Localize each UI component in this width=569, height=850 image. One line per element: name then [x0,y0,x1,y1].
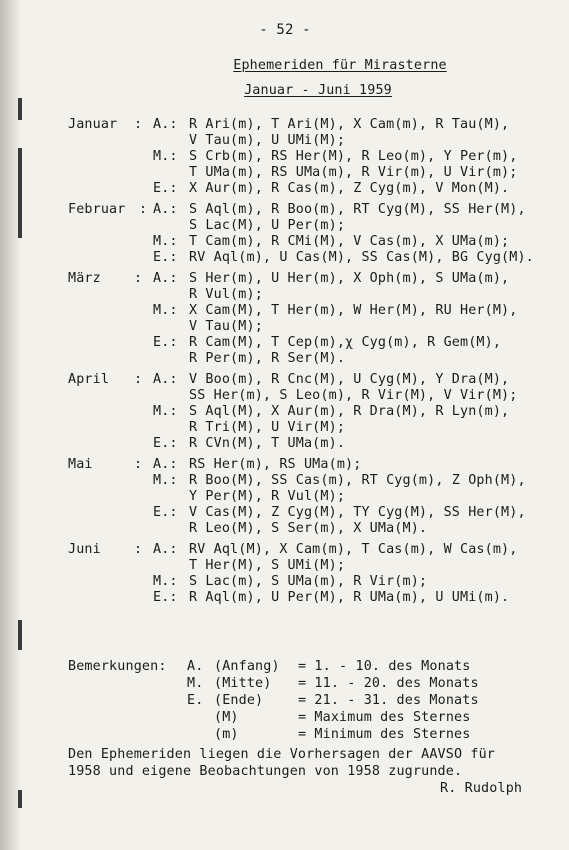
period-code: M.: [153,303,178,318]
star-list-line: R Vul(m); [189,287,263,302]
month-separator: : [139,202,148,217]
star-list-line: S Crb(m), RS Her(M), R Leo(m), Y Per(m), [189,149,518,164]
star-list-line: Y Per(M), R Vul(M); [189,489,346,504]
star-list-line: V Tau(m), U UMi(M); [189,133,346,148]
page-number: - 52 - [259,22,311,38]
period-code: A.: [153,117,178,132]
star-list-line: S Lac(m), S UMa(m), R Vir(m); [189,574,428,589]
star-list-line: X Aur(m), R Cas(m), Z Cyg(m), V Mon(M). [189,181,510,196]
star-list-line: RV Aql(m), U Cas(M), SS Cas(M), BG Cyg(M). [189,250,534,265]
period-code: M.: [153,404,178,419]
star-list-line: X Cam(M), T Her(m), W Her(M), RU Her(M), [189,303,518,318]
month-label: April [68,372,110,387]
page-title: Ephemeriden für Mirasterne [233,58,447,73]
star-list-line: S Her(m), U Her(m), X Oph(m), S UMa(m), [189,271,510,286]
star-list-line: S Aql(M), X Aur(m), R Dra(M), R Lyn(m), [189,404,510,419]
star-list-line: T UMa(m), RS UMa(m), R Vir(m), U Vir(m); [189,165,518,180]
star-list-line: R Aql(m), U Per(M), R UMa(m), U UMi(m). [189,590,510,605]
page-edge-shadow [0,0,22,850]
star-list-line: R Cam(M), T Cep(m),χ Cyg(m), R Gem(M), [189,335,502,350]
star-list-line: R Ari(m), T Ari(M), X Cam(m), R Tau(M), [189,117,510,132]
star-list-line: R CVn(M), T UMa(m). [189,436,346,451]
binding-mark [18,790,22,808]
remark-meaning: = Minimum des Sternes [298,727,471,742]
remark-meaning: = 11. - 20. des Monats [298,676,479,691]
month-separator: : [134,271,143,286]
period-code: E.: [153,436,178,451]
period-code: A.: [153,202,178,217]
star-list-line: T Cam(m), R CMi(M), V Cas(m), X UMa(m); [189,234,510,249]
remark-term: (M) [214,710,239,725]
binding-mark [18,98,22,120]
star-list-line: V Tau(M); [189,319,263,334]
period-code: E.: [153,335,178,350]
period-code: M.: [153,574,178,589]
star-list-line: S Lac(M), U Per(m); [189,218,346,233]
period-code: E.: [153,590,178,605]
month-label: Mai [68,457,93,472]
remark-key: A. [187,659,204,674]
month-separator: : [134,372,143,387]
star-list-line: SS Her(m), S Leo(m), R Vir(M), V Vir(M); [189,388,518,403]
star-list-line: R Tri(M), U Vir(M); [189,420,346,435]
remark-term: (Anfang) [214,659,280,674]
month-label: Januar [68,117,118,132]
month-separator: : [134,117,143,132]
star-list-line: R Boo(M), SS Cas(m), RT Cyg(m), Z Oph(M), [189,473,526,488]
star-list-line: V Boo(m), R Cnc(M), U Cyg(M), Y Dra(M), [189,372,510,387]
star-list-line: V Cas(M), Z Cyg(M), TY Cyg(M), SS Her(M), [189,505,526,520]
period-code: A.: [153,271,178,286]
month-separator: : [134,457,143,472]
period-code: E.: [153,505,178,520]
remark-meaning: = 1. - 10. des Monats [298,659,471,674]
author-signature: R. Rudolph [440,781,523,796]
binding-mark [18,620,22,650]
star-list-line: R Leo(M), S Ser(m), X UMa(M). [189,521,428,536]
remark-meaning: = Maximum des Sternes [298,710,471,725]
period-code: E.: [153,250,178,265]
remark-key: E. [187,693,204,708]
remarks-label: Bemerkungen: [68,659,167,674]
star-list-line: T Her(M), S UMi(M); [189,558,346,573]
remark-meaning: = 21. - 31. des Monats [298,693,479,708]
month-label: März [68,271,101,286]
remark-term: (m) [214,727,239,742]
period-code: A.: [153,457,178,472]
footer-line: Den Ephemeriden liegen die Vorhersagen der AAVSO für [68,747,496,762]
star-list-line: RV Aql(M), X Cam(m), T Cas(m), W Cas(m), [189,542,518,557]
period-code: A.: [153,372,178,387]
month-label: Juni [68,542,101,557]
period-code: E.: [153,181,178,196]
remark-term: (Mitte) [214,676,272,691]
star-list-line: S Aql(m), R Boo(m), RT Cyg(M), SS Her(M), [189,202,526,217]
remark-key: M. [187,676,204,691]
period-code: M.: [153,473,178,488]
period-code: M.: [153,234,178,249]
month-separator: : [134,542,143,557]
page-subtitle: Januar - Juni 1959 [244,83,392,98]
star-list-line: R Per(m), R Ser(M). [189,351,346,366]
remark-term: (Ende) [214,693,264,708]
month-label: Februar [68,202,126,217]
period-code: A.: [153,542,178,557]
star-list-line: RS Her(m), RS UMa(m); [189,457,362,472]
period-code: M.: [153,149,178,164]
binding-mark [18,148,22,238]
footer-line: 1958 und eigene Beobachtungen von 1958 zugrunde. [68,764,463,779]
